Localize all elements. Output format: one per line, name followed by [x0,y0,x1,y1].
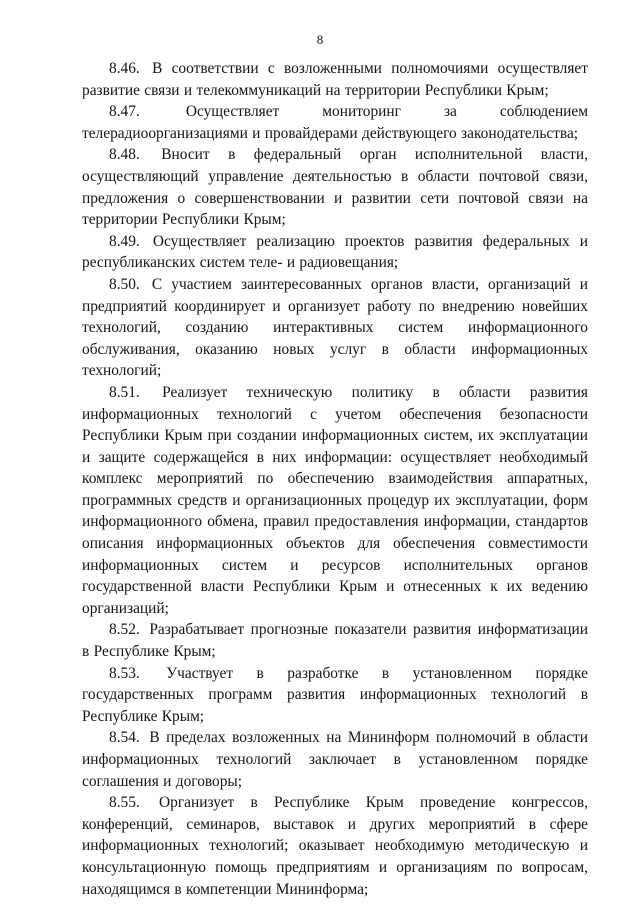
paragraph-8-54 [82,727,588,792]
paragraph-number: 8.46. [109,60,140,77]
paragraph-8-48 [82,144,588,230]
paragraph-text: Участвует в разработке в установленном порядке государственных программ развития информационных технологий в Республике Крым; [82,664,588,725]
paragraph-text: Организует в Республике Крым проведение конгрессов, конференций, семинаров, выставок и других мероприятий в сфере информационных технологий; оказывает необходимую методическую и консультационную помощь предприятиям и организациям по вопросам, находящимся в компетенции Мининформа; [82,794,588,898]
paragraph-8-49 [82,231,588,274]
paragraph-8-50 [82,274,588,382]
paragraph-8-46 [82,58,588,101]
paragraph-text: Осуществляет реализацию проектов развития федеральных и республиканских систем теле- и радиовещания; [82,232,588,272]
paragraph-text: В пределах возложенных на Mининформ полномочий в области информационных технологий заключает в установленном порядке соглашения и договоры; [82,729,588,790]
document-body [82,58,588,900]
paragraph-number: 8.51. [109,383,140,401]
paragraph-number: 8.54. [109,729,140,747]
paragraph-number: 8.49. [109,232,140,250]
paragraph-8-55 [82,792,588,900]
paragraph-text: Реализует техническую политику в области развития информационных технологий с учетом обеспечения безопасности Республики Крым при создании информационных систем, их эксплуатации и защите содержащейся в них информации: осуществляет необходимый комплекс мероприятий по обеспечению взаимодействия аппаратных, программных средств и организационных процедур их эксплуатации, форм информационного обмена, правил предоставления информации, стандартов описания информационных объектов для обеспечения совместимости информационных систем и ресурсов исполнительных органов государственной власти Республики Крым и отнесенных к их ведению организаций; [82,383,588,617]
paragraph-text: Вносит в федеральный орган исполнительной власти, осуществляющий управление деятельностью в области почтовой связи, предложения о совершенствовании и развитии сети почтовой связи на территории Республики Крым; [82,146,588,229]
paragraph-number: 8.53. [109,664,140,682]
paragraph-number: 8.48. [109,146,140,164]
paragraph-8-47 [82,101,588,144]
paragraph-text: Осуществляет мониторинг за соблюдением телерадиоорганизациями и провайдерами действующего законодательства; [82,103,588,142]
paragraph-8-51 [82,382,588,620]
paragraph-8-53 [82,663,588,728]
paragraph-8-52 [82,619,588,662]
paragraph-number: 8.47. [109,103,140,121]
paragraph-number: 8.50. [109,275,140,293]
paragraph-number: 8.52. [109,621,140,639]
paragraph-text: Разрабатывает прогнозные показатели развития информатизации в Республике Крым; [82,621,588,661]
paragraph-text: С участием заинтересованных органов власти, организаций и предприятий координирует и организует работу по внедрению новейших технологий, созданию интерактивных систем информационного обслуживания, оказанию новых услуг в области информационных технологий; [82,275,588,380]
paragraph-text: В соответствии с возложенными полномочиями осуществляет развитие связи и телекоммуникаций на территории Республики Крым; [82,60,588,99]
page-number: 8 [316,32,324,47]
paragraph-number: 8.55. [109,794,140,812]
